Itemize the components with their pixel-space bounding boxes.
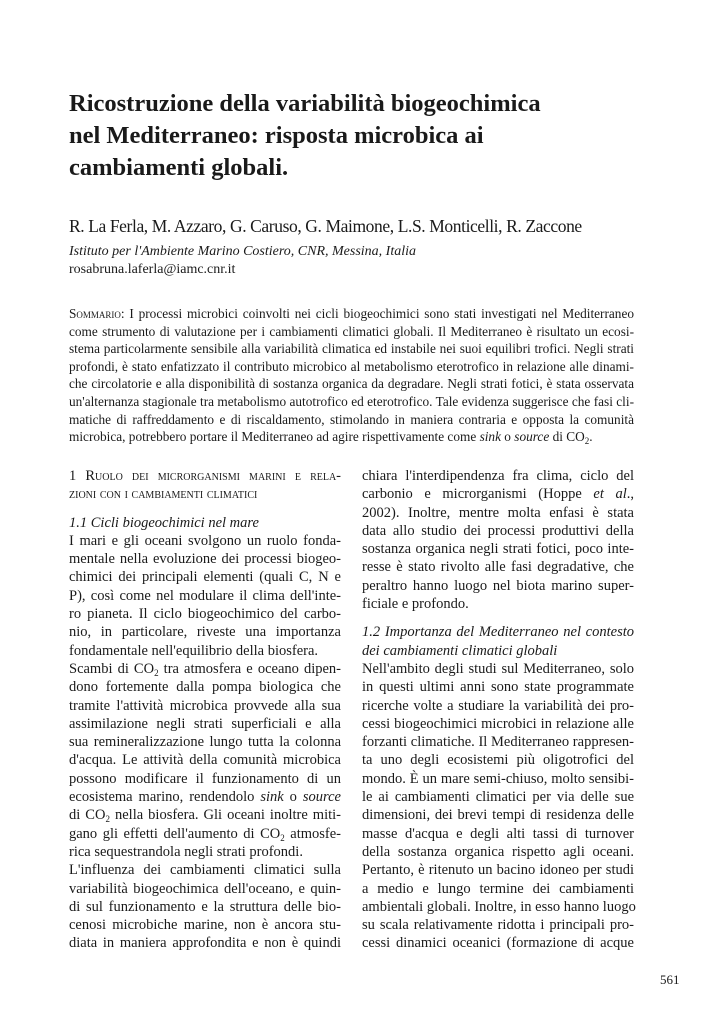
abstract-line: profondi, è stato enfatizzato il contributo microbico al metabolismo eterotrofico in relazione alle dinami- bbox=[69, 358, 634, 374]
body-line: fondamentale nell'equilibrio della biosfera. bbox=[69, 642, 319, 659]
title-line: nel Mediterraneo: risposta microbica ai bbox=[69, 122, 484, 149]
body-line: peraltro hanno luogo nel biota marino super- bbox=[362, 577, 634, 594]
body-line: dimensioni, dei brevi tempi di residenza delle bbox=[362, 807, 634, 824]
body-line: carbonio e microrganismi (Hoppe et al., bbox=[362, 486, 634, 503]
body-line: cenosi microbiche marine, non è ancora stu- bbox=[69, 917, 341, 934]
body-line: sostanza organica negli strati fotici, poco inte- bbox=[362, 541, 634, 558]
body-line: rica sequestrandola negli strati profondi. bbox=[69, 843, 303, 860]
body-line: tramite l'attività microbica provvede alla sua bbox=[69, 697, 341, 714]
body-line: sua remineralizzazione lungo tutta la colonna bbox=[69, 734, 341, 751]
body-line: d'acqua. Le attività della comunità microbica bbox=[69, 752, 341, 769]
body-line: variabilità biogeochimica dell'oceano, e quin- bbox=[69, 880, 341, 897]
body-line: 2002). Inoltre, mentre molta enfasi è stata bbox=[362, 504, 634, 521]
body-line: chiara l'interdipendenza fra clima, ciclo del bbox=[362, 468, 634, 484]
body-line: in questi ultimi anni sono state programmate bbox=[362, 679, 634, 696]
body-line: dono fortemente dalla pompa biologica che bbox=[69, 679, 341, 696]
body-line: ro pianeta. Il ciclo biogeochimico del carbo- bbox=[69, 606, 341, 623]
abstract bbox=[69, 305, 634, 446]
body-line: gano gli effetti dell'aumento di $CO_2$ atmosfe- bbox=[69, 825, 341, 843]
title-line: cambiamenti globali. bbox=[69, 154, 289, 181]
right-column bbox=[362, 467, 634, 953]
body-line: le ai cambiamenti climatici per via delle sue bbox=[362, 789, 634, 806]
body-line: ficiale e profondo. bbox=[362, 596, 469, 613]
abstract-line: che circolatorie e alla disponibilità di sostanza organica da degradare. Negli strati fotici, è stata osservata bbox=[69, 376, 634, 392]
subsection-heading: 1.2 Importanza del Mediterraneo nel contesto bbox=[362, 624, 634, 641]
section-heading: zioni con i cambiamenti climatici bbox=[69, 486, 258, 503]
body-line: nio, in particolare, riveste una importanza bbox=[69, 624, 341, 641]
affiliation: Istituto per l'Ambiente Marino Costiero, CNR, Messina, Italia bbox=[69, 244, 417, 259]
abstract-line: Sommario: I processi microbici coinvolti nei cicli biogeochimici sono stati investigati nel Mediterraneo bbox=[69, 306, 634, 321]
body-line: Scambi di $CO_2$ tra atmosfera e oceano dipen- bbox=[69, 660, 342, 678]
body-line: di sul funzionamento e la struttura delle bio- bbox=[69, 898, 341, 915]
abstract-label: Sommario: bbox=[69, 306, 125, 321]
body-line: a medio e lungo termine dei cambiamenti bbox=[362, 880, 634, 897]
body-line: I mari e gli oceani svolgono un ruolo fonda- bbox=[69, 532, 341, 549]
body-line: possono modificare il funzionamento di un bbox=[69, 770, 341, 787]
section-heading: 1 Ruolo dei microrganismi marini e rela- bbox=[69, 468, 341, 484]
body-line: assimilazione negli strati superficiali e alla bbox=[69, 715, 341, 732]
body-line: resse è stato rivolto alle fasi degradative, che bbox=[362, 559, 634, 576]
left-column bbox=[69, 467, 341, 953]
body-line: cessi dinamici oceanici (formazione di acque bbox=[362, 935, 634, 952]
abstract-line: matiche di raffreddamento e di riscaldamento, stimolando in maniera contraria e opposta la comunità bbox=[69, 411, 634, 427]
abstract-line: microbica, potrebbero portare il Mediterraneo ad agire rispettivamente come sink o source di $CO_2$. bbox=[69, 429, 593, 447]
body-line: Nell'ambito degli studi sul Mediterraneo, solo bbox=[362, 660, 634, 677]
body-line: cessi biogeochimici microbici in relazione alle bbox=[362, 715, 634, 732]
subsection-heading: dei cambiamenti climatici globali bbox=[362, 642, 558, 659]
body-line: masse d'acqua e degli alti tassi di turnover bbox=[362, 825, 634, 842]
body-line: della sostanza organica rispetto agli oceani. bbox=[362, 843, 634, 860]
abstract-line: come strumento di valutazione per i cambiamenti climatici globali. Il Mediterraneo è risultato un ecosi- bbox=[69, 323, 634, 339]
body-line: ambientali globali. Inoltre, in esso hanno luogo bbox=[362, 898, 636, 915]
body-line: mondo. È un mare semi-chiuso, molto sensibi- bbox=[362, 770, 634, 787]
abstract-line: stema particolarmente sensibile alla variabilità climatica ed instabile nei suoi equilibri trofici. Negli strati bbox=[69, 341, 634, 357]
body-line: data allo studio dei processi produttivi della bbox=[362, 522, 634, 539]
paper-title bbox=[69, 88, 669, 184]
body-line: ricerche volte a studiare la variabilità dei pro- bbox=[362, 697, 634, 714]
author-list: R. La Ferla, M. Azzaro, G. Caruso, G. Maimone, L.S. Monticelli, R. Zaccone bbox=[69, 216, 582, 236]
page-number: 561 bbox=[660, 972, 680, 987]
body-line: chimici dei principali elementi (quali C, N e bbox=[69, 569, 341, 586]
body-line: L'influenza dei cambiamenti climatici sulla bbox=[69, 862, 341, 879]
abstract-line: un'alternanza stagionale tra metabolismo autotrofico ed eterotrofico. Tale evidenza suggerisce che fasi cli- bbox=[69, 393, 634, 409]
title-line: Ricostruzione della variabilità biogeochimica bbox=[69, 90, 541, 117]
body-line: mentale nella evoluzione dei processi biogeo- bbox=[69, 551, 341, 568]
body-line: P), così come nel modulare il clima dell'inte- bbox=[69, 587, 341, 604]
body-line: di $CO_2$ nella biosfera. Gli oceani inoltre miti- bbox=[69, 807, 341, 825]
body-line: su scala relativamente ridotta i principali pro- bbox=[362, 917, 634, 934]
contact-email: rosabruna.laferla@iamc.cnr.it bbox=[69, 262, 236, 277]
body-line: ta uno degli ecosistemi più oligotrofici del bbox=[362, 752, 634, 769]
body-line: diata in maniera approfondita e non è quindi bbox=[69, 935, 341, 952]
body-line: ecosistema marino, rendendolo sink o source bbox=[69, 789, 341, 806]
body-line: Pertanto, è ritenuto un bacino idoneo per studi bbox=[362, 862, 634, 879]
body-line: forzanti climatiche. Il Mediterraneo rappresen- bbox=[362, 734, 634, 751]
subsection-heading: 1.1 Cicli biogeochimici nel mare bbox=[69, 514, 259, 531]
